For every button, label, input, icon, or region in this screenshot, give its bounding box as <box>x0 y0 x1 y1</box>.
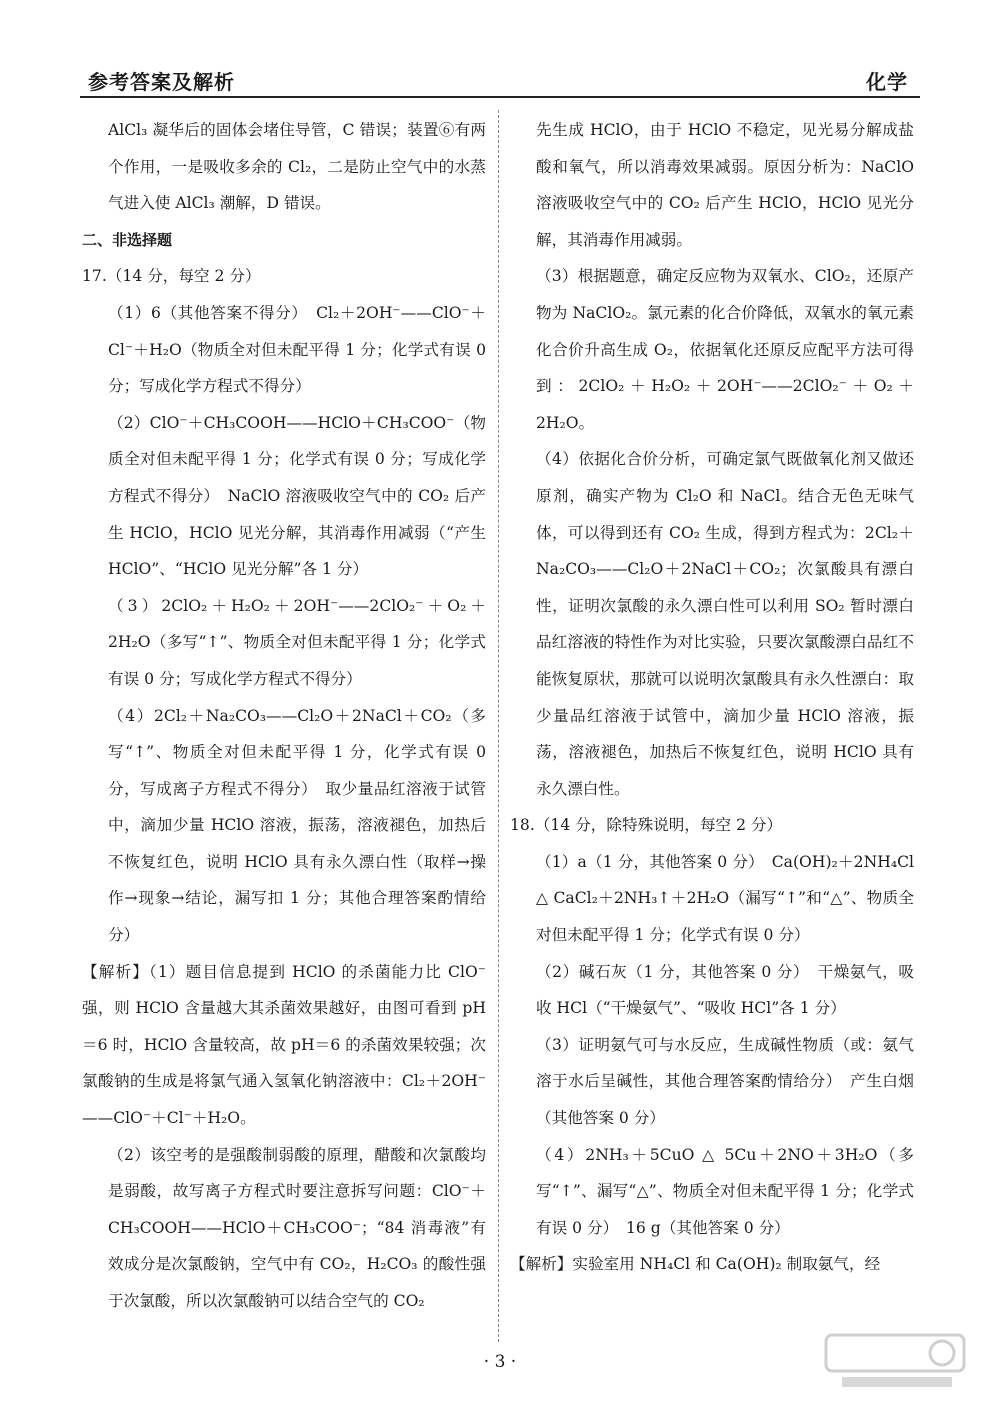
paragraph: （3）证明氨气可与水反应，生成碱性物质（或：氨气溶于水后呈碱性，其他合理答案酌情给分） 产生白烟（其他答案 0 分） <box>536 1035 914 1128</box>
paragraph: 17.（14 分，每空 2 分） <box>82 267 261 286</box>
paragraph: （1）a（1 分，其他答案 0 分） Ca(OH)₂＋2NH₄Cl △ CaCl₂＋2NH₃↑＋2H₂O（漏写“↑”和“△”、物质全对但未配平得 1 分；化学式有误 0 分） <box>536 852 914 945</box>
paragraph: （3）根据题意，确定反应物为双氧水、ClO₂，还原产物为 NaClO₂。氯元素的化合价降低，双氧水的氧元素化合价升高生成 O₂，依据氧化还原反应配平方法可得到：2ClO₂＋H₂O₂＋2OH⁻——2ClO₂⁻＋O₂＋2H₂O。 <box>536 267 914 432</box>
paragraph: AlCl₃ 凝华后的固体会堵住导管，C 错误；装置⑥有两个作用，一是吸收多余的 Cl₂，二是防止空气中的水蒸气进入使 AlCl₃ 潮解，D 错误。 <box>108 121 486 213</box>
header-title: 参考答案及解析 <box>88 70 235 94</box>
paragraph: 【解析】（1）题目信息提到 HClO 的杀菌能力比 ClO⁻ 强，则 HClO 含量越大其杀菌效果越好，由图可看到 pH＝6 时，HClO 含量较高，故 pH＝6 的杀菌效果较强；次氯酸钠的生成是将氯气通入氢氧化钠溶液中：Cl₂＋2OH⁻——ClO⁻＋Cl⁻＋H₂O。 <box>82 962 486 1128</box>
left-column <box>82 112 486 1320</box>
paragraph: （1）6（其他答案不得分） Cl₂＋2OH⁻——ClO⁻＋Cl⁻＋H₂O（物质全对但未配平得 1 分；化学式有误 0 分；写成化学方程式不得分） <box>108 303 486 396</box>
paragraph: 【解析】实验室用 NH₄Cl 和 Ca(OH)₂ 制取氨气，经 <box>510 1255 881 1274</box>
paragraph: （3）2ClO₂＋H₂O₂＋2OH⁻——2ClO₂⁻＋O₂＋2H₂O（多写“↑”、物质全对但未配平得 1 分；化学式有误 0 分；写成化学方程式不得分） <box>108 596 486 688</box>
paragraph: （2）碱石灰（1 分，其他答案 0 分） 干燥氨气，吸收 HCl（“干燥氨气”、“吸收 HCl”各 1 分） <box>536 962 914 1018</box>
column-divider <box>498 110 499 1342</box>
paragraph: 先生成 HClO，由于 HClO 不稳定，见光易分解成盐酸和氧气，所以消毒效果减弱。原因分析为：NaClO 溶液吸收空气中的 CO₂ 后产生 HClO，HClO 见光分解，其消毒作用减弱。 <box>536 121 914 249</box>
paragraph: 18.（14 分，除特殊说明，每空 2 分） <box>510 816 783 835</box>
paragraph: （2）该空考的是强酸制弱酸的原理，醋酸和次氯酸均是弱酸，故写离子方程式时要注意拆写问题：ClO⁻＋CH₃COOH——HClO＋CH₃COO⁻；“84 消毒液”有效成分是次氯酸钠，空气中有 CO₂，H₂CO₃ 的酸性强于次氯酸，所以次氯酸钠可以结合空气的 CO₂ <box>108 1145 486 1310</box>
watermark-logo <box>822 1331 972 1393</box>
header-subject: 化学 <box>866 70 908 94</box>
paragraph: （4）2NH₃＋5CuO △ 5Cu＋2NO＋3H₂O（多写“↑”、漏写“△”、物质全对但未配平得 1 分；化学式有误 0 分） 16 g（其他答案 0 分） <box>536 1145 914 1237</box>
page-header <box>80 62 920 98</box>
page-number: · 3 · <box>483 1352 517 1372</box>
paragraph: （4）依据化合价分析，可确定氯气既做氧化剂又做还原剂，确实产物为 Cl₂O 和 NaCl。结合无色无味气体，可以得到还有 CO₂ 生成，得到方程式为：2Cl₂＋Na₂CO₃——Cl₂O＋2NaCl＋CO₂；次氯酸具有漂白性，证明次氯酸的永久漂白性可以利用 SO₂ 暂时漂白品红溶液的特性作为对比实验，只要次氯酸漂白品红不能恢复原状，那就可以说明次氯酸具有永久性漂白：取少量品红溶液于试管中，滴加少量 HClO 溶液，振荡，溶液褪色，加热后不恢复红色，说明 HClO 具有永久漂白性。 <box>536 450 914 798</box>
paragraph: （2）ClO⁻＋CH₃COOH——HClO＋CH₃COO⁻（物质全对但未配平得 1 分；化学式有误 0 分；写成化学方程式不得分） NaClO 溶液吸收空气中的 CO₂ 后产生 HClO，HClO 见光分解，其消毒作用减弱（“产生 HClO”、“HClO 见光分解”各 1 分） <box>108 413 486 579</box>
section-heading: 二、非选择题 <box>82 230 173 249</box>
right-column <box>510 112 914 1283</box>
paragraph: （4）2Cl₂＋Na₂CO₃——Cl₂O＋2NaCl＋CO₂（多写“↑”、物质全对但未配平得 1 分，化学式有误 0 分，写成离子方程式不得分） 取少量品红溶液于试管中，滴加少量 HClO 溶液，振荡，溶液褪色，加热后不恢复红色，说明 HClO 具有永久漂白性（取样→操作→现象→结论，漏写扣 1 分；其他合理答案酌情给分） <box>108 706 486 945</box>
